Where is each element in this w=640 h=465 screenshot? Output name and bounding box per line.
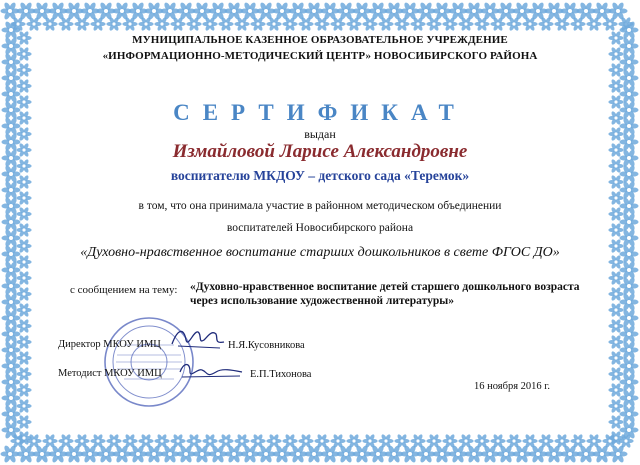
issued-label: выдан — [304, 127, 336, 141]
director-role: Директор МКОУ ИМЦ — [58, 339, 161, 350]
recipient-name: Измайловой Ларисе Александровне — [172, 141, 468, 162]
report-label: с сообщением на тему: — [70, 284, 178, 296]
body-line-1: в том, что она принимала участие в районном методическом объединении — [138, 200, 502, 212]
report-topic: «Духовно-нравственное воспитание детей старшего дошкольного возраста через использование художественной литературы» — [190, 281, 580, 307]
director-name: Н.Я.Кусовникова — [228, 340, 305, 351]
methodist-name: Е.П.Тихонова — [250, 369, 312, 380]
organization-line-2: «ИНФОРМАЦИОННО-МЕТОДИЧЕСКИЙ ЦЕНТР» НОВОСИБИРСКОГО РАЙОНА — [102, 50, 538, 62]
issue-date: 16 ноября 2016 г. — [474, 381, 551, 392]
methodist-signature — [176, 360, 246, 382]
body-line-2: воспитателей Новосибирского района — [226, 222, 414, 234]
certificate-content — [42, 30, 598, 450]
methodist-role: Методист МКОУ ИМЦ — [58, 368, 162, 379]
certificate-title: СЕРТИФИКАТ — [173, 100, 467, 125]
event-topic: «Духовно-нравственное воспитание старших дошкольников в свете ФГОС ДО» — [80, 245, 560, 260]
organization-line-1: МУНИЦИПАЛЬНОЕ КАЗЕННОЕ ОБРАЗОВАТЕЛЬНОЕ УЧРЕЖДЕНИЕ — [132, 34, 508, 46]
director-signature — [168, 324, 228, 350]
recipient-position: воспитателю МКДОУ – детского сада «Теремок» — [170, 168, 470, 183]
